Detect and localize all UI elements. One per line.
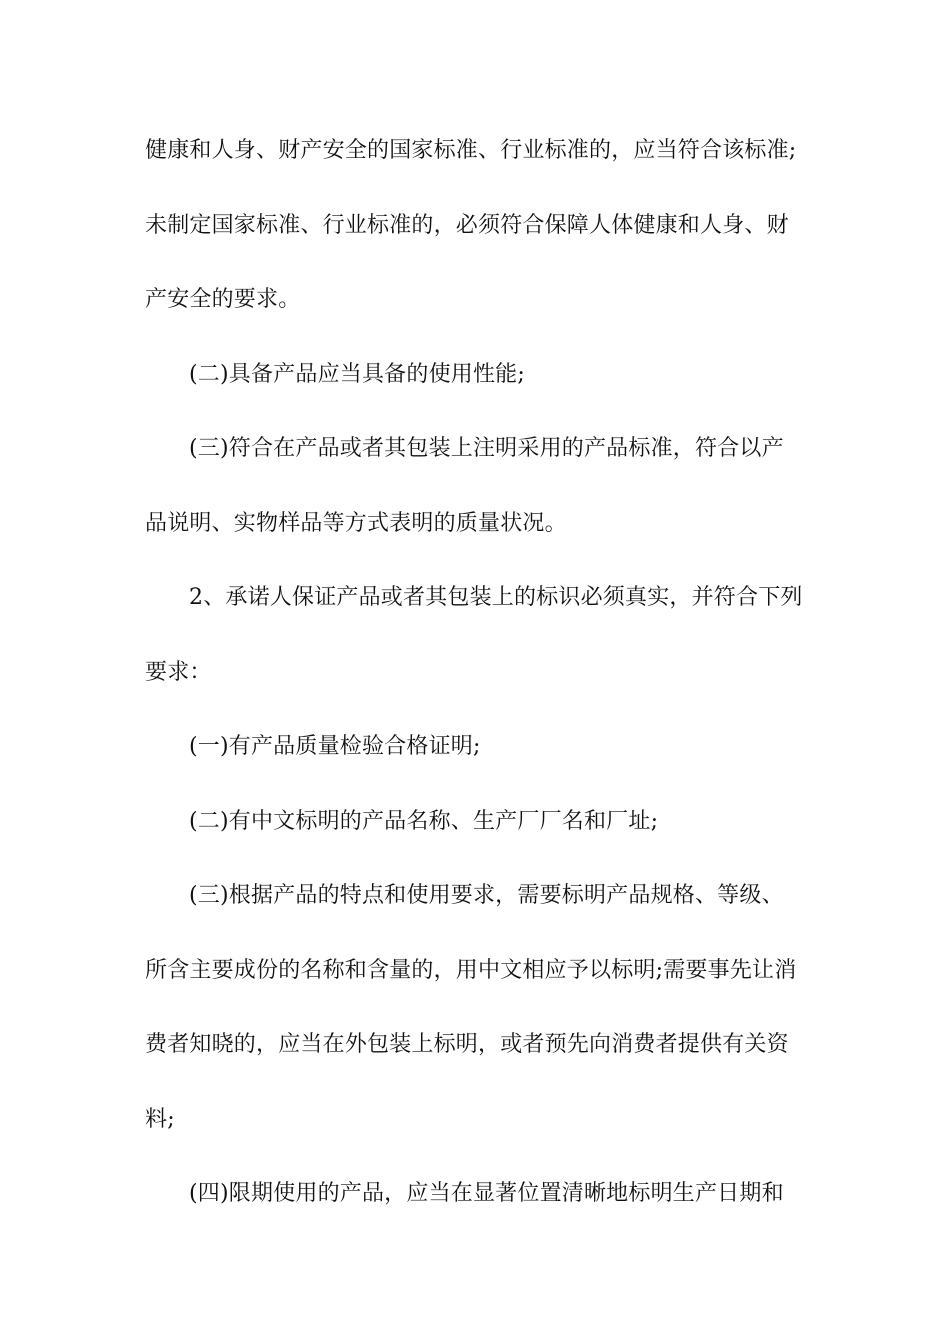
paragraph-item-4: (四)限期使用的产品，应当在显著位置清晰地标明生产日期和 xyxy=(189,1181,784,1206)
text-line: 要求： xyxy=(145,659,212,685)
paragraph-item-2: (二)有中文标明的产品名称、生产厂厂名和厂址; xyxy=(189,808,659,834)
text-line: 料; xyxy=(145,1106,175,1132)
paragraph-item-1: (一)有产品质量检验合格证明; xyxy=(189,734,481,759)
text-line: 所含主要成份的名称和含量的，用中文相应予以标明;需要事先让消 xyxy=(145,957,797,983)
paragraph-item-3: (三)符合在产品或者其包装上注明采用的产品标准，符合以产 xyxy=(189,436,784,461)
text-line: 健康和人身、财产安全的国家标准、行业标准的，应当符合该标准; xyxy=(145,138,797,163)
text-line: 品说明、实物样品等方式表明的质量状况。 xyxy=(145,510,567,536)
text-line: 产安全的要求。 xyxy=(145,287,301,312)
paragraph-item-2: (二)具备产品应当具备的使用性能; xyxy=(189,361,525,387)
text-line: 费者知晓的，应当在外包装上标明，或者预先向消费者提供有关资 xyxy=(145,1032,789,1057)
section-2-heading: 2、承诺人保证产品或者其包装上的标识必须真实，并符合下列 xyxy=(189,585,803,610)
document-body xyxy=(145,128,810,1246)
paragraph-item-3: (三)根据产品的特点和使用要求，需要标明产品规格、等级、 xyxy=(189,883,784,908)
text-line: 未制定国家标准、行业标准的，必须符合保障人体健康和人身、财 xyxy=(145,212,789,238)
